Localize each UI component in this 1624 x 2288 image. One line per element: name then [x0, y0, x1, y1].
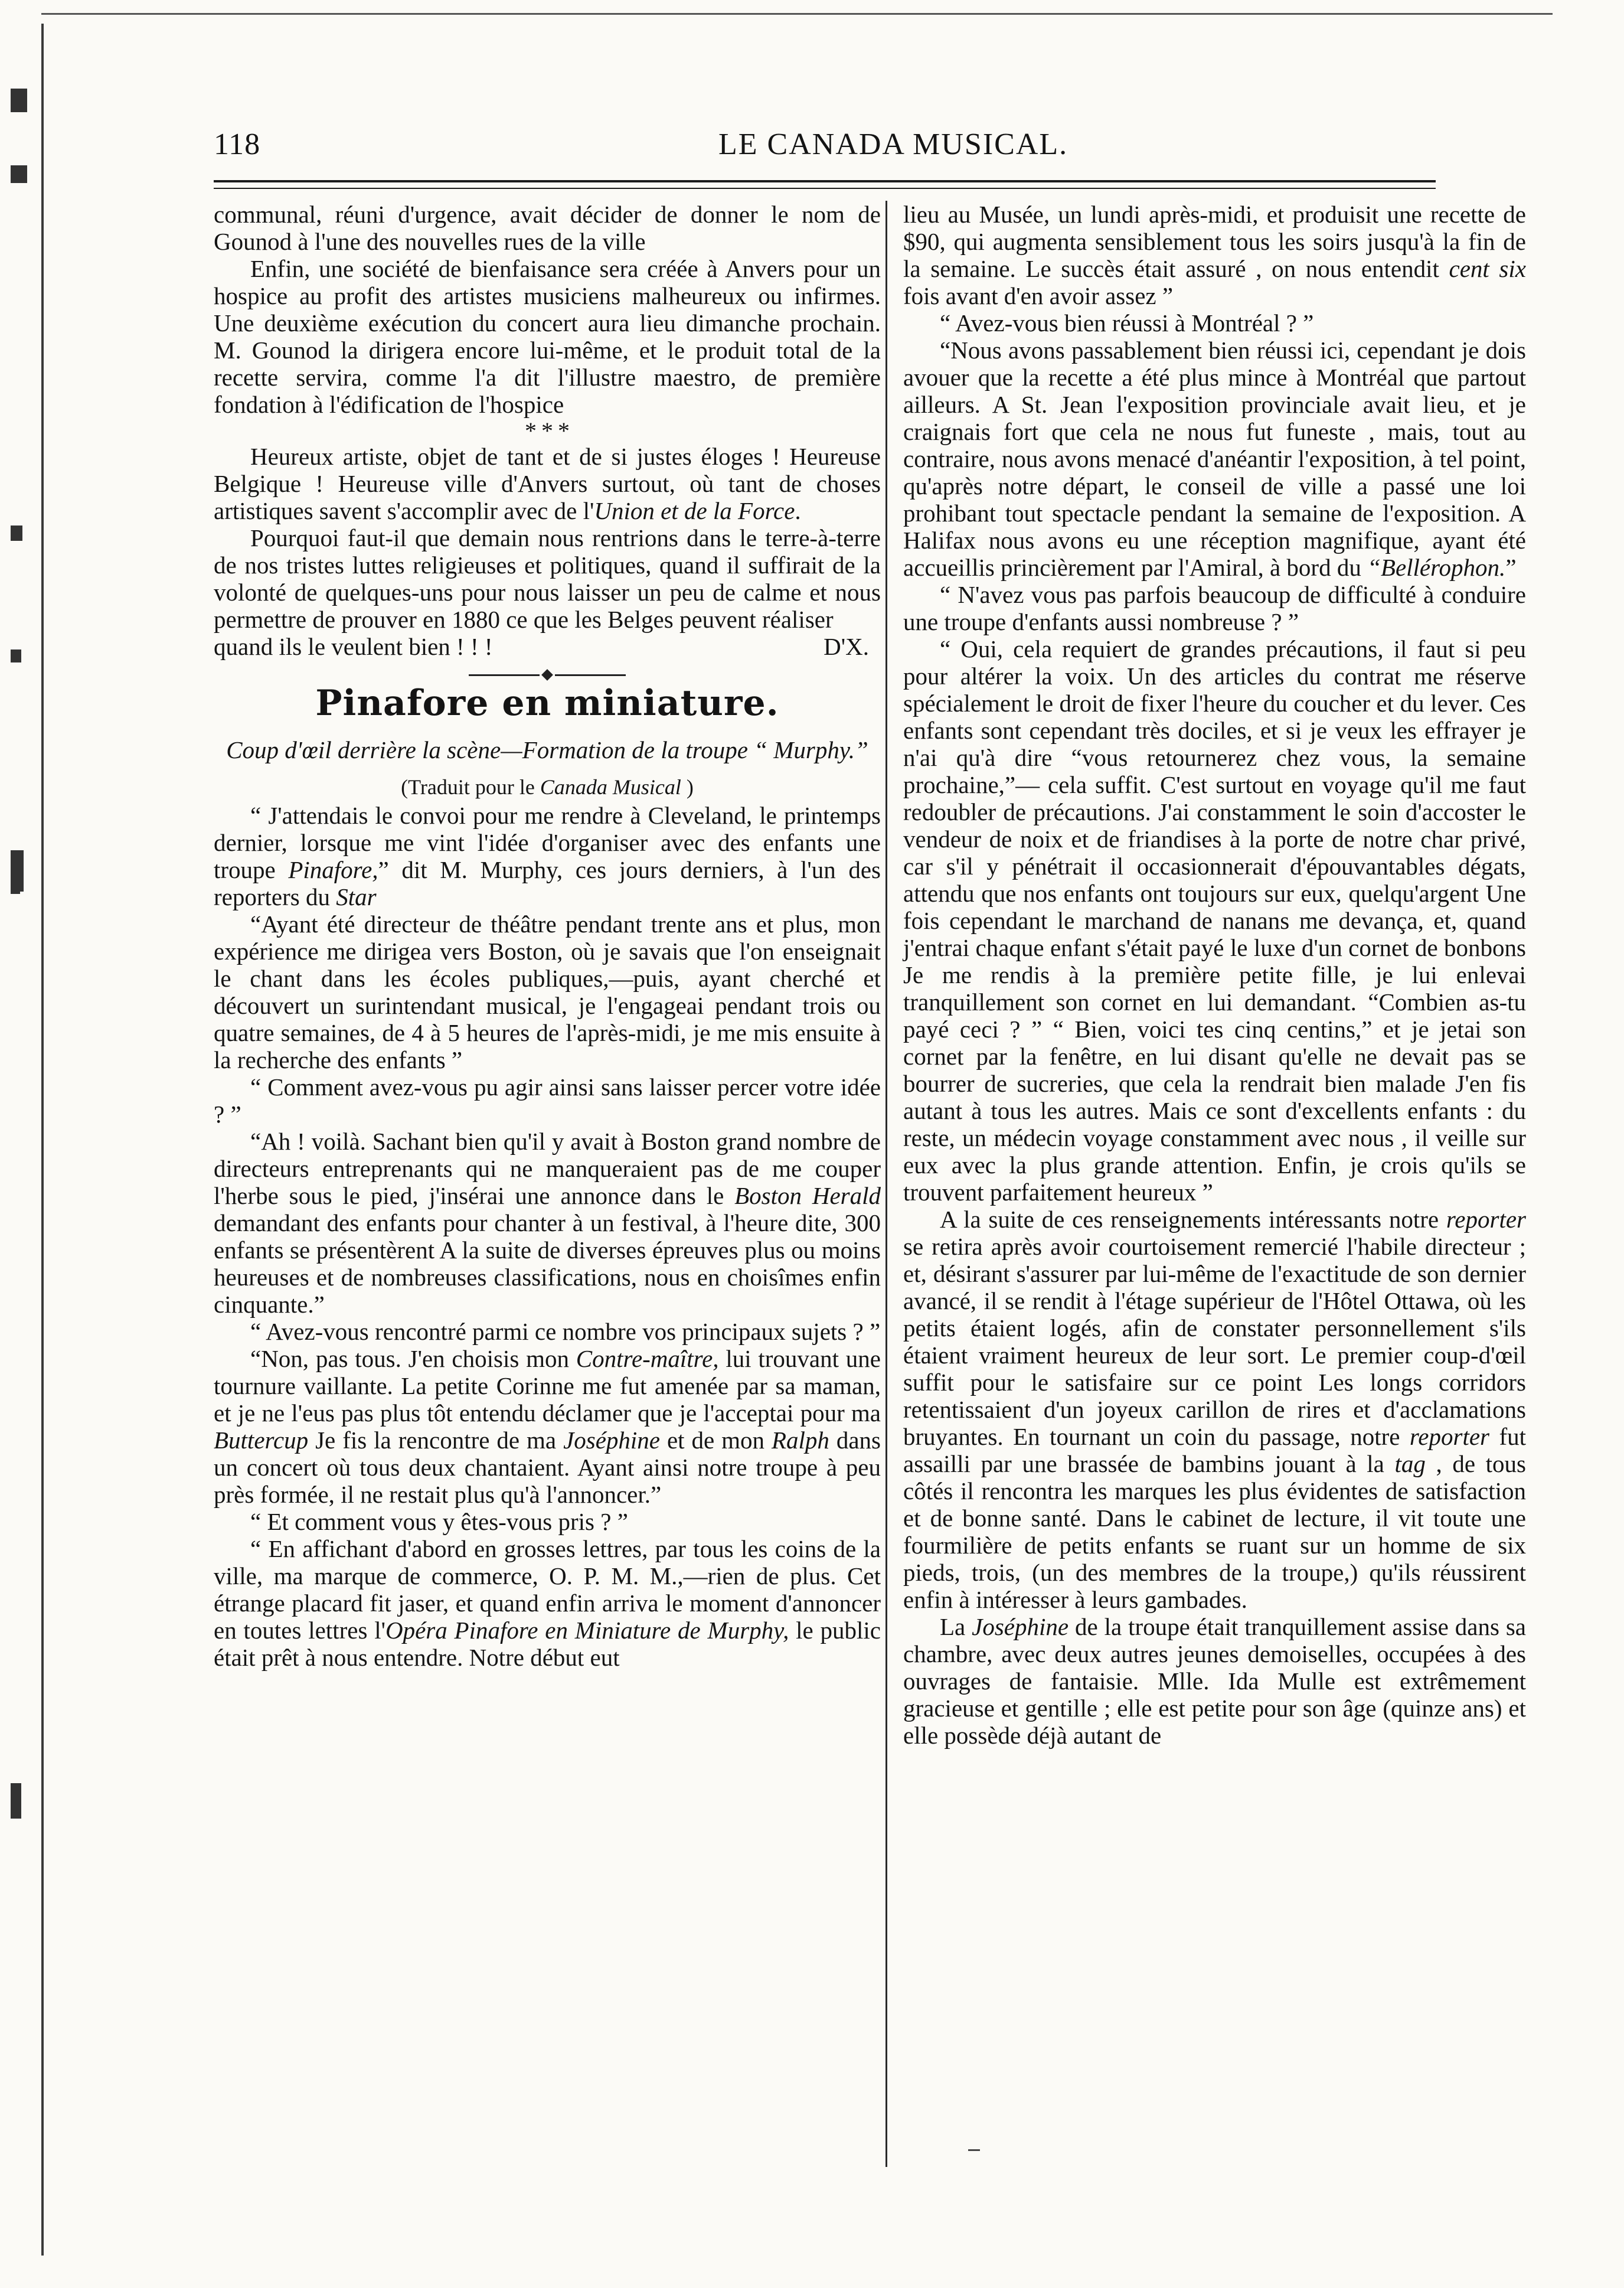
- header-rule: [214, 180, 1436, 182]
- paragraph: “Nous avons passablement bien réussi ici, cependant je dois avouer que la recette a été plus mince à Montréal que partout ailleurs. A St. Jean l'exposition provinciale avait lieu, et je craignais fort que cela ne nous fut funeste , mais, tout au contraire, nous avons menacé d'anéantir l'exposition, à tel point, qu'après notre départ, le conseil de ville a passé une loi prohibant tout spectacle pendant la semaine de l'exposition. A Halifax nous avons eu une réception magnifique, ayant été accueillis princièrement par l'Amiral, à bord du “Bellérophon.”: [903, 337, 1526, 581]
- paragraph: “ Oui, cela requiert de grandes précautions, il faut si peu pour altérer la voix. Un des articles du contrat me réserve spécialement le droit de fixer l'heure du coucher et du lever. Ces enfants sont cependant très dociles, et si je veux les effrayer je n'ai qu'à dire “vous retournerez chez vous, la semaine prochaine,”— cela suffit. C'est surtout en voyage qu'il me faut redoubler de précautions. J'ai constamment le soin d'accoster le vendeur de noix et de friandises à la porte de notre char privé, car s'il y pénétrait il occasionnerait d'épouvantables dégats, attendu que nos enfants ont toujours sur eux, quelqu'argent Une fois cependant le marchand de nanans me devança, et, quand j'entrai chaque enfant s'était payé le luxe d'un cornet de bonbons Je me rendis à la première petite fille, je lui enlevai tranquillement son cornet en lui demandant. “Combien as-tu payé ceci ? ” “ Bien, voici tes cinq centins,” et je jetai son cornet par la fenêtre, en lui disant qu'elle ne devait pas se bourrer de sucreries, que cela la rendrait bien malade J'en fis autant à tous les autres. Mais ce sont d'excellents enfants : du reste, un médecin voyage constamment avec nous , il veille sur eux avec la plus grande attention. Enfin, je crois qu'ils se trouvent parfaitement heureux ”: [903, 635, 1526, 1206]
- paragraph: “Ah ! voilà. Sachant bien qu'il y avait à Boston grand nombre de directeurs entreprenants qui ne manqueraient pas de me couper l'herbe sous le pied, j'insérai une annonce dans le Boston Herald demandant des enfants pour chanter à un festival, à l'heure dite, 300 enfants se présentèrent A la suite de diverses épreuves plus ou moins heureuses et de nombreuses classifications, nous en choisîmes enfin cinquante.”: [214, 1128, 881, 1318]
- asterism: * * *: [524, 417, 570, 444]
- right-column: [903, 201, 1526, 1749]
- column-divider: [885, 201, 887, 2167]
- paragraph: “ Avez-vous rencontré parmi ce nombre vos principaux sujets ? ”: [250, 1318, 881, 1345]
- left-column: [214, 201, 881, 1671]
- paragraph: “ J'attendais le convoi pour me rendre à Cleveland, le printemps dernier, lorsque me vint l'idée d'organiser avec des enfants une troupe Pinafore,” dit M. Murphy, ces jours derniers, à l'un des reporters du Star: [214, 802, 881, 910]
- paragraph: Enfin, une société de bienfaisance sera créée à Anvers pour un hospice au profit des artistes musiciens malheureux ou infirmes. Une deuxième exécution du concert aura lieu dimanche prochain. M. Gounod la dirigera encore lui-même, et le produit total de la recette servira, comme l'a dit l'illustre maestro, de première fondation à l'édification de l'hospice: [214, 255, 881, 418]
- page-number: 118: [214, 128, 261, 161]
- paragraph: Heureux artiste, objet de tant et de si justes éloges ! Heureuse Belgique ! Heureuse ville d'Anvers surtout, où tant de choses artistiques savent s'accomplir avec de l'Union et de la Force.: [214, 443, 881, 524]
- section-ornament: [214, 671, 881, 679]
- header-rule-thin: [214, 188, 1436, 189]
- scan-left-border: [41, 24, 44, 2256]
- paragraph: communal, réuni d'urgence, avait décider de donner le nom de Gounod à l'une des nouvelles rues de la ville: [214, 201, 881, 255]
- scan-top-border: [41, 13, 1553, 15]
- paragraph: “ Et comment vous y êtes-vous pris ? ”: [250, 1508, 628, 1535]
- paragraph: “Non, pas tous. J'en choisis mon Contre-maître, lui trouvant une tournure vaillante. La petite Corinne me fut amenée par sa maman, et je ne l'eus pas plus tôt entendu déclamer que je l'acceptai pour ma Buttercup Je fis la rencontre de ma Joséphine et de mon Ralph dans un concert où tous deux chantaient. Ayant ainsi notre troupe à peu près formée, il ne restait plus qu'à l'annoncer.”: [214, 1345, 881, 1508]
- paragraph: “ En affichant d'abord en grosses lettres, par tous les coins de la ville, ma marque de commerce, O. P. M. M.,—rien de plus. Cet étrange placard fit jaser, et quand enfin arriva le moment d'annoncer en toutes lettres l'Opéra Pinafore en Miniature de Murphy, le public était prêt à nous entendre. Notre début eut: [214, 1535, 881, 1671]
- paragraph: La Joséphine de la troupe était tranquillement assise dans sa chambre, avec deux autres jeunes demoiselles, occupées à des ouvrages de fantaisie. Mlle. Ida Mulle est extrêmement gracieuse et gentille ; elle est petite pour son âge (quinze ans) et elle possède déjà autant de: [903, 1613, 1526, 1749]
- paragraph: A la suite de ces renseignements intéressants notre reporter se retira après avoir courtoisement remercié l'habile directeur ; et, désirant s'assurer par lui-même de l'exactitude de son dernier avancé, il se rendit à l'étage supérieur de l'Hôtel Ottawa, où les petits étaient logés, afin de constater personnellement s'ils étaient vraiment heureux de leur sort. Le premier coup-d'œil suffit pour le satisfaire sur ce point Les longs corridors retentissaient d'un joyeux carillon de rires et d'acclamations bruyantes. En tournant un coin du passage, notre reporter fut assailli par une brassée de bambins jouant à la tag , de tous côtés il rencontra les marques les plus évidentes de satisfaction et de bonne santé. Dans le cabinet de lecture, il vit toute une fourmilière de petits enfants se ruant sur un homme de six pieds, trois, (un des membres de la troupe,) qu'ils réussirent enfin à intéresser à leurs gambades.: [903, 1206, 1526, 1613]
- paragraph: “ Avez-vous bien réussi à Montréal ? ”: [940, 309, 1314, 337]
- article-subtitle: Coup d'œil derrière la scène—Formation de la troupe “ Murphy.”: [226, 736, 868, 763]
- article-title: Pinafore en miniature.: [315, 683, 779, 724]
- paragraph: “Ayant été directeur de théâtre pendant trente ans et plus, mon expérience me dirigea vers Boston, où je savais que l'on enseignait le chant dans les écoles publiques,—puis, ayant cherché et découvert un surintendant musical, je l'engageai pendant trois ou quatre semaines, de 4 à 5 heures de l'après-midi, je me mis ensuite à la recherche des enfants ”: [214, 910, 881, 1073]
- page-header: [214, 127, 1436, 168]
- paragraph: “ N'avez vous pas parfois beaucoup de difficulté à conduire une troupe d'enfants aussi nombreuse ? ”: [903, 581, 1526, 635]
- paragraph: lieu au Musée, un lundi après-midi, et produisit une recette de $90, qui augmenta sensiblement tous les soirs jusqu'à la fin de la semaine. Le succès était assuré , on nous entendit cent six fois avant d'en avoir assez ”: [903, 201, 1526, 309]
- signature-line: quand ils le veulent bien ! ! ! D'X.: [214, 633, 869, 660]
- paragraph: Pourquoi faut-il que demain nous rentrions dans le terre-à-terre de nos tristes luttes religieuses et politiques, quand il suffirait de la volonté de quelques-uns pour nous laisser un peu de calme et nous permettre de prouver en 1880 ce que les Belges peuvent réaliser: [214, 524, 881, 633]
- paragraph: “ Comment avez-vous pu agir ainsi sans laisser percer votre idée ? ”: [214, 1073, 881, 1128]
- journal-title: LE CANADA MUSICAL.: [718, 128, 1068, 161]
- page-foot-mark: [968, 2149, 980, 2151]
- translation-credit: (Traduit pour le Canada Musical ): [401, 775, 694, 799]
- signature: D'X.: [824, 633, 869, 660]
